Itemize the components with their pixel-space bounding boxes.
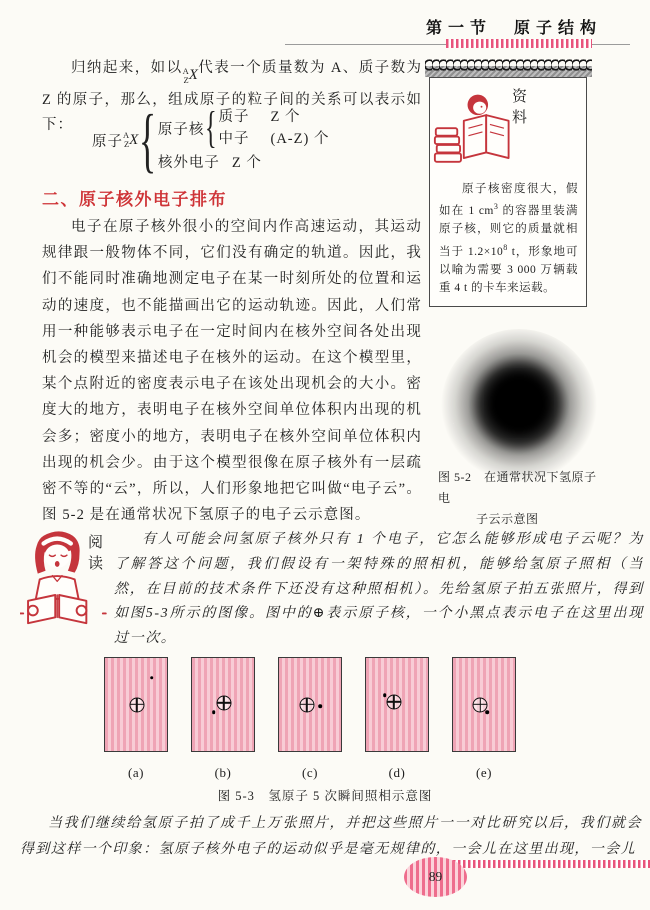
formula-nuclide: A Z X — [123, 130, 139, 149]
mass-number: A — [182, 66, 189, 76]
body-paragraph: 电子在原子核外很小的空间内作高速运动，其运动规律跟一般物体不同，它们没有确定的轨道。因此，我们不能同时准确地测定电子在某一时刻所处的位置和运动的速度，也不能描画出它的运动轨迹。因此，人们常用一种能够表示电子在一定时间内在核外空间各处出现机会的模型来描述电子在核外的运动。在这个模型里，某个点附近的密度表示电子在该处出现机会的大小。密度大的地方，表明电子在核外空间单位体积内出现的机会多；密度小的地方，表明电子在核外空间单位体积内出现的机会少。由于这个模型很像在原子核外有一层疏密不等的“云”，所以，人们形象地把它叫做“电子云”。图 5-2 是在通常状况下氢原子的电子云示意图。 — [42, 219, 422, 524]
element-symbol: X — [188, 67, 198, 84]
proton-count: Z 个 — [270, 109, 301, 125]
photo-label: (d) — [388, 765, 406, 780]
page-number: 89 — [428, 869, 443, 884]
outer-brace: { — [139, 100, 157, 180]
nuclide-notation — [183, 63, 198, 88]
nucleus-label: 原子核 — [157, 121, 205, 138]
photo-frame — [191, 657, 255, 752]
closing-paragraph: 当我们继续给氢原子拍了成千上万张照片，并把这些照片一一对比研究以后，我们就会得到这样一个印象：氢原子核外电子的运动似乎是毫无规律的，一会儿在这里出现，一会儿 — [20, 816, 642, 857]
inner-brace: { — [205, 103, 218, 152]
photo-column — [365, 657, 429, 781]
photo-label: (c) — [302, 765, 318, 780]
nucleus-symbol — [386, 694, 401, 709]
electron-count: Z 个 — [231, 155, 262, 171]
spiral-binding-icon — [425, 57, 592, 77]
photo-label: (e) — [476, 765, 492, 780]
electron-dot — [383, 693, 387, 697]
photo-frame — [365, 657, 429, 752]
photo-row — [104, 657, 516, 781]
proton-number: Z — [183, 74, 189, 85]
electron-dot — [150, 676, 154, 680]
page-number-badge — [404, 857, 467, 897]
page-title: 第一节 原子结构 — [425, 20, 602, 37]
proton-label: 质子 — [218, 109, 250, 125]
nucleus-symbol — [299, 697, 314, 712]
nucleus-symbol — [129, 697, 144, 712]
reference-text: 原子核密度很大，假如在 1 $cm^3$ 的容器里装满原子核，则它的质量就相当于 $1.2\times 10^8$ t，形象地可以喻为需要 3 000 万辆载重 4 t 的卡车来运载。 — [439, 183, 578, 295]
nucleus-symbol — [216, 695, 231, 710]
photo-label: (a) — [128, 765, 144, 780]
neutron-label: 中子 — [218, 131, 250, 147]
reading-section-label: 阅读 — [86, 534, 102, 576]
photo-frame — [104, 657, 168, 752]
composition-formula — [92, 100, 330, 180]
figure-5-3-caption: 图 5-3 氢原子 5 次瞬间照相示意图 — [217, 789, 433, 803]
electron-dot — [318, 705, 322, 709]
reference-box — [429, 77, 587, 307]
electron-dot — [212, 710, 216, 714]
intro-text-post: 代表一个质量数为 A、质子数为 Z 的原子，那么，组成原子的粒子间的关系可以表示如下： — [42, 60, 423, 134]
intro-text-pre: 归纳起来，如以 — [71, 60, 183, 76]
section-heading: 二、原子核外电子排布 — [42, 190, 227, 209]
neutron-count: (A-Z) 个 — [270, 131, 330, 147]
footer-accent-bar — [448, 860, 650, 868]
figure-5-2-caption: 图 5-2 在通常状况下氢原子电 子云示意图 — [438, 470, 597, 526]
photo-column — [191, 657, 255, 781]
photo-label: (b) — [214, 765, 232, 780]
photo-column — [104, 657, 168, 781]
formula-atom-label: 原子 — [92, 133, 123, 150]
reading-person-icon — [433, 90, 517, 177]
photo-frame — [452, 657, 516, 752]
electron-label: 核外电子 — [157, 155, 220, 171]
reference-title: 资料 — [510, 88, 526, 130]
photo-column — [452, 657, 516, 781]
electron-dot — [485, 710, 489, 714]
photo-frame — [278, 657, 342, 752]
reading-text: 有人可能会问氢原子核外只有 1 个电子，它怎么能够形成电子云呢？为了解答这个问题，我们假设有一架特殊的照相机，能够给氢原子照相（当然，在目前的技术条件下还没有这种照相机）。先给氢原子拍五张照片，得到如图5-3所示的图像。图中的⊕表示原子核，一个小黑点表示电子在这里出现过一次。 — [114, 532, 644, 647]
header-accent-bar — [446, 39, 592, 48]
photo-column — [278, 657, 342, 781]
